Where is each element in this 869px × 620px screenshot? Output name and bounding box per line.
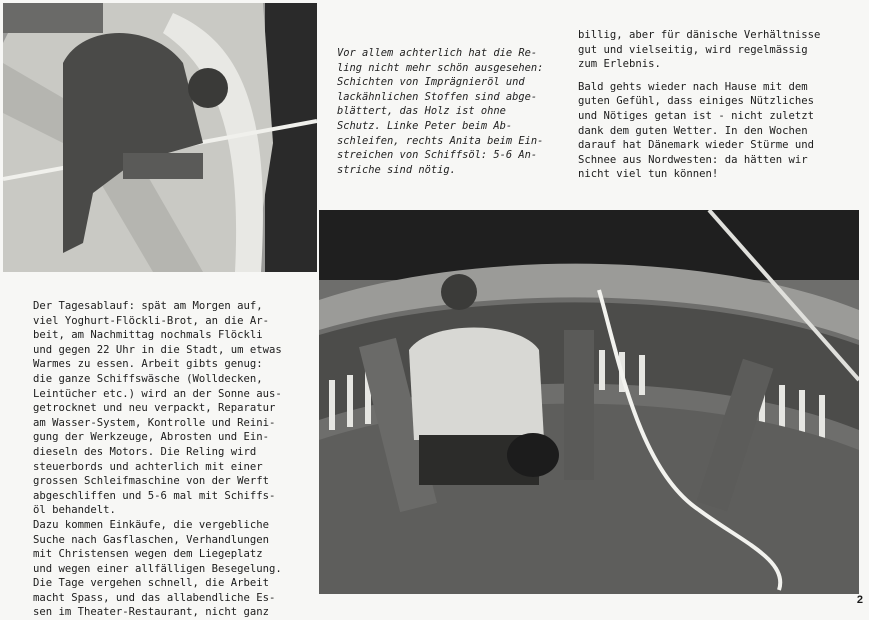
text-line: gut und vielseitig, wird regelmässig [578, 43, 808, 56]
text-line: beit, am Nachmittag nochmals Flöckli [33, 329, 263, 342]
caption-line: streichen von Schiffsöl: 5-6 An- [337, 149, 538, 162]
right-column-text [578, 28, 858, 190]
caption-line: blättert, das Holz ist ohne [337, 105, 506, 118]
text-line: öl behandelt. [33, 504, 116, 517]
text-line: zum Erlebnis. [578, 58, 661, 71]
text-line: Dazu kommen Einkäufe, die vergebliche [33, 518, 269, 531]
text-line: sen im Theater-Restaurant, nicht ganz [33, 606, 269, 619]
text-line: nicht viel tun können! [578, 168, 719, 181]
text-line: dieseln des Motors. Die Reling wird [33, 445, 257, 458]
text-line: mit Christensen wegen dem Liegeplatz [33, 548, 263, 561]
text-line: dank dem guten Wetter. In den Wochen [578, 124, 808, 137]
text-line: getrocknet und neu verpackt, Reparatur [33, 402, 276, 415]
text-line: Die Tage vergehen schnell, die Arbeit [33, 577, 269, 590]
text-line: die ganze Schiffswäsche (Wolldecken, [33, 372, 263, 385]
text-line: steuerbords und achterlich mit einer [33, 460, 263, 473]
caption-line: ling nicht mehr schön ausgesehen: [337, 61, 544, 74]
caption-line: Schutz. Linke Peter beim Ab- [337, 119, 513, 132]
text-line: darauf hat Dänemark wieder Stürme und [578, 139, 814, 152]
text-line: gung der Werkzeuge, Abrosten und Ein- [33, 431, 269, 444]
caption-line: striche sind nötig. [337, 163, 456, 176]
text-line: Der Tagesablauf: spät am Morgen auf, [33, 300, 263, 312]
caption-line: schleifen, rechts Anita beim Ein- [337, 134, 544, 147]
paragraph [578, 80, 858, 182]
text-line: Warmes zu essen. Arbeit gibts genug: [33, 358, 263, 371]
text-line: und Nötiges getan ist - nicht zuletzt [578, 109, 814, 122]
caption-line: Vor allem achterlich hat die Re- [337, 47, 538, 59]
text-line: viel Yoghurt-Flöckli-Brot, an die Ar- [33, 314, 269, 327]
text-line: grossen Schleifmaschine von der Werft [33, 475, 269, 488]
photo-caption [337, 46, 552, 177]
page-number: 2 [856, 594, 863, 606]
text-line: und gegen 22 Uhr in die Stadt, um etwas [33, 343, 282, 356]
text-line: Schnee aus Nordwesten: da hätten wir [578, 153, 808, 166]
text-line: guten Gefühl, dass einiges Nützliches [578, 95, 814, 108]
caption-line: lackähnlichen Stoffen sind abge- [337, 90, 538, 103]
text-line: und wegen einer allfälligen Besegelung. [33, 562, 282, 575]
text-line: Leintücher etc.) wird an der Sonne aus- [33, 387, 282, 400]
text-line: billig, aber für dänische Verhältnisse [578, 29, 821, 41]
caption-line: Schichten von Imprägnieröl und [337, 76, 525, 89]
photo-sanding-rail [3, 3, 317, 272]
text-line: Bald gehts wieder nach Hause mit dem [578, 80, 808, 93]
text-line: macht Spass, und das allabendliche Es- [33, 591, 276, 604]
left-column-text [33, 299, 318, 620]
paragraph [578, 28, 858, 72]
photo-oiling-rail [319, 210, 859, 594]
text-line: abgeschliffen und 5-6 mal mit Schiffs- [33, 489, 276, 502]
text-line: Suche nach Gasflaschen, Verhandlungen [33, 533, 269, 546]
text-line: am Wasser-System, Kontrolle und Reini- [33, 416, 276, 429]
